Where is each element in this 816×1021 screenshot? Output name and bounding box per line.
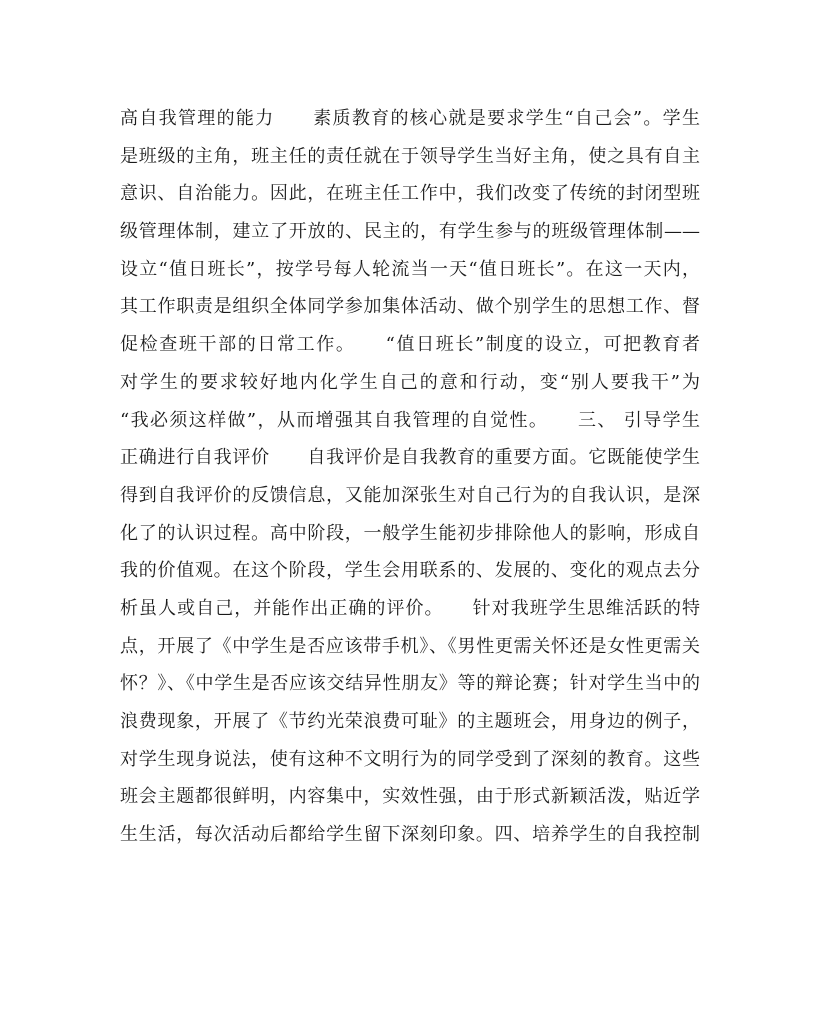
text-line-12: 化了的认识过程。高中阶段，一般学生能初步排除他人的影响，形成自 (120, 522, 700, 544)
text-line-13: 我的价值观。在这个阶段，学生会用联系的、发展的、变化的观点去分 (120, 560, 700, 582)
text-line-1: 高自我管理的能力 素质教育的核心就是要求学生“自己会”。学生 (120, 108, 700, 129)
text-line-8: 对学生的要求较好地内化学生自己的意和行动，变“别人要我干”为 (120, 371, 700, 393)
text-line-6: 其工作职责是组织全体同学参加集体活动、做个别学生的思想工作、督 (120, 296, 700, 318)
text-line-20: 生生活，每次活动后都给学生留下深刻印象。四、培养学生的自我控制 (120, 824, 700, 846)
text-line-2: 是班级的主角，班主任的责任就在于领导学生当好主角，使之具有自主 (120, 145, 700, 167)
text-line-15: 点，开展了《中学生是否应该带手机》、《男性更需关怀还是女性更需关 (120, 635, 700, 657)
text-line-16: 怀？》、《中学生是否应该交结异性朋友》等的辩论赛；针对学生当中的 (120, 673, 700, 695)
text-line-9: “我必须这样做”，从而增强其自我管理的自觉性。 三、 引导学生 (120, 409, 700, 431)
text-line-19: 班会主题都很鲜明，内容集中，实效性强，由于形式新颖活泼，贴近学 (120, 786, 700, 808)
text-line-18: 对学生现身说法，使有这种不文明行为的同学受到了深刻的教育。这些 (120, 748, 700, 770)
text-line-11: 得到自我评价的反馈信息，又能加深张生对自己行为的自我认识，是深 (120, 484, 700, 506)
text-line-3: 意识、自治能力。因此，在班主任工作中，我们改变了传统的封闭型班 (120, 183, 700, 205)
text-line-7: 促检查班干部的日常工作。 “值日班长”制度的设立，可把教育者 (120, 334, 700, 356)
text-line-5: 设立“值日班长”，按学号每人轮流当一天“值日班长”。在这一天内， (120, 258, 700, 280)
text-line-17: 浪费现象，开展了《节约光荣浪费可耻》的主题班会，用身边的例子， (120, 711, 700, 732)
text-line-14: 析虽人或自己，并能作出正确的评价。 针对我班学生思维活跃的特 (120, 597, 700, 619)
text-line-4: 级管理体制，建立了开放的、民主的，有学生参与的班级管理体制—— (120, 221, 700, 243)
text-line-10: 正确进行自我评价 自我评价是自我教育的重要方面。它既能使学生 (120, 447, 700, 469)
body-text (120, 100, 700, 854)
